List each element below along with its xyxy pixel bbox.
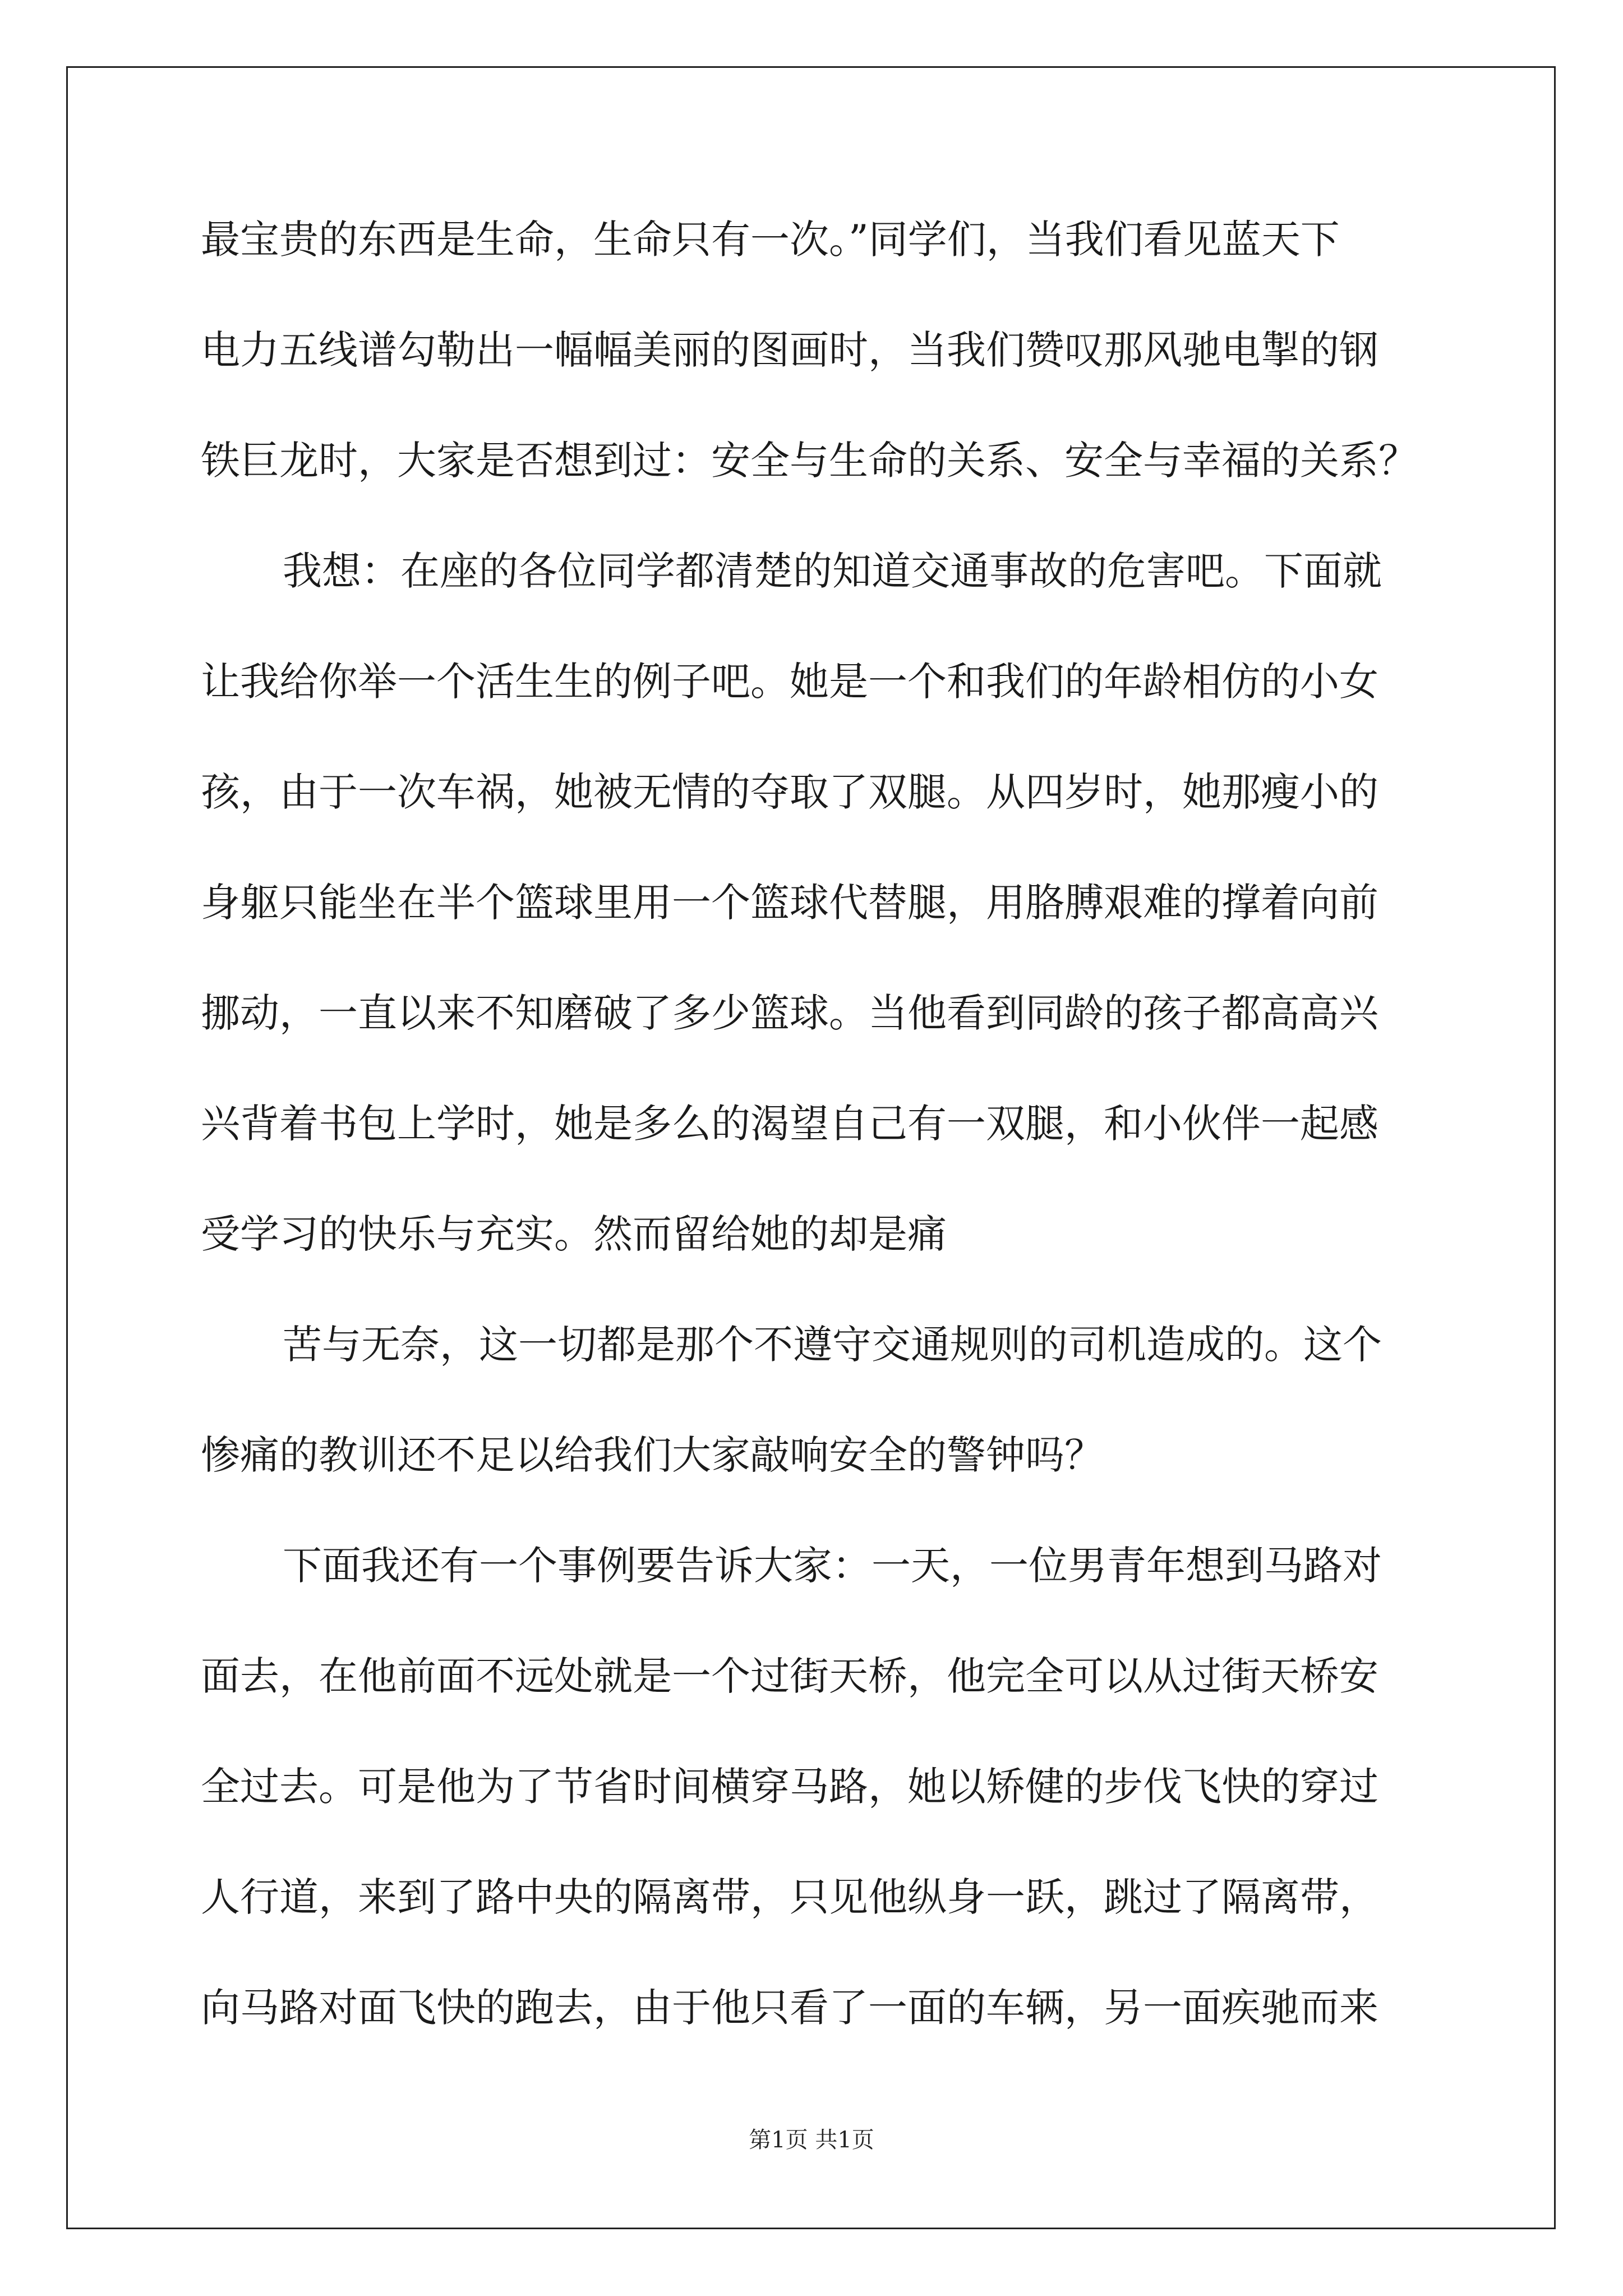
text-line: 人行道，来到了路中央的隔离带，只见他纵身一跃，跳过了隔离带， — [201, 1874, 1378, 1920]
text-line: 我想：在座的各位同学都清楚的知道交通事故的危害吧。下面就 — [283, 548, 1382, 594]
text-line: 受学习的快乐与充实。然而留给她的却是痛 — [201, 1211, 947, 1257]
page-number-footer: 第1页 共1页 — [749, 2127, 874, 2153]
text-line: 让我给你举一个活生生的例子吧。她是一个和我们的年龄相仿的小女 — [201, 659, 1378, 705]
text-line: 苦与无奈，这一切都是那个不遵守交通规则的司机造成的。这个 — [283, 1322, 1382, 1368]
text-line: 惨痛的教训还不足以给我们大家敲响安全的警钟吗？ — [201, 1432, 1104, 1478]
text-line: 面去，在他前面不远处就是一个过街天桥，他完全可以从过街天桥安 — [201, 1653, 1378, 1699]
text-line: 最宝贵的东西是生命，生命只有一次。”同学们，当我们看见蓝天下 — [201, 217, 1340, 263]
text-line: 身躯只能坐在半个篮球里用一个篮球代替腿，用胳膊艰难的撑着向前 — [201, 880, 1378, 926]
text-line: 全过去。可是他为了节省时间横穿马路，她以矫健的步伐飞快的穿过 — [201, 1764, 1378, 1810]
text-line: 下面我还有一个事例要告诉大家：一天，一位男青年想到马路对 — [283, 1543, 1382, 1589]
text-line: 挪动，一直以来不知磨破了多少篮球。当他看到同龄的孩子都高高兴 — [201, 990, 1378, 1036]
text-line: 孩，由于一次车祸，她被无情的夺取了双腿。从四岁时，她那瘦小的 — [201, 769, 1378, 815]
text-line: 电力五线谱勾勒出一幅幅美丽的图画时，当我们赞叹那风驰电掣的钢 — [201, 327, 1378, 373]
text-line: 向马路对面飞快的跑去，由于他只看了一面的车辆，另一面疾驰而来 — [201, 1985, 1378, 2031]
text-line: 铁巨龙时，大家是否想到过：安全与生命的关系、安全与幸福的关系？ — [201, 438, 1418, 484]
text-line: 兴背着书包上学时，她是多么的渴望自己有一双腿，和小伙伴一起感 — [201, 1101, 1378, 1147]
